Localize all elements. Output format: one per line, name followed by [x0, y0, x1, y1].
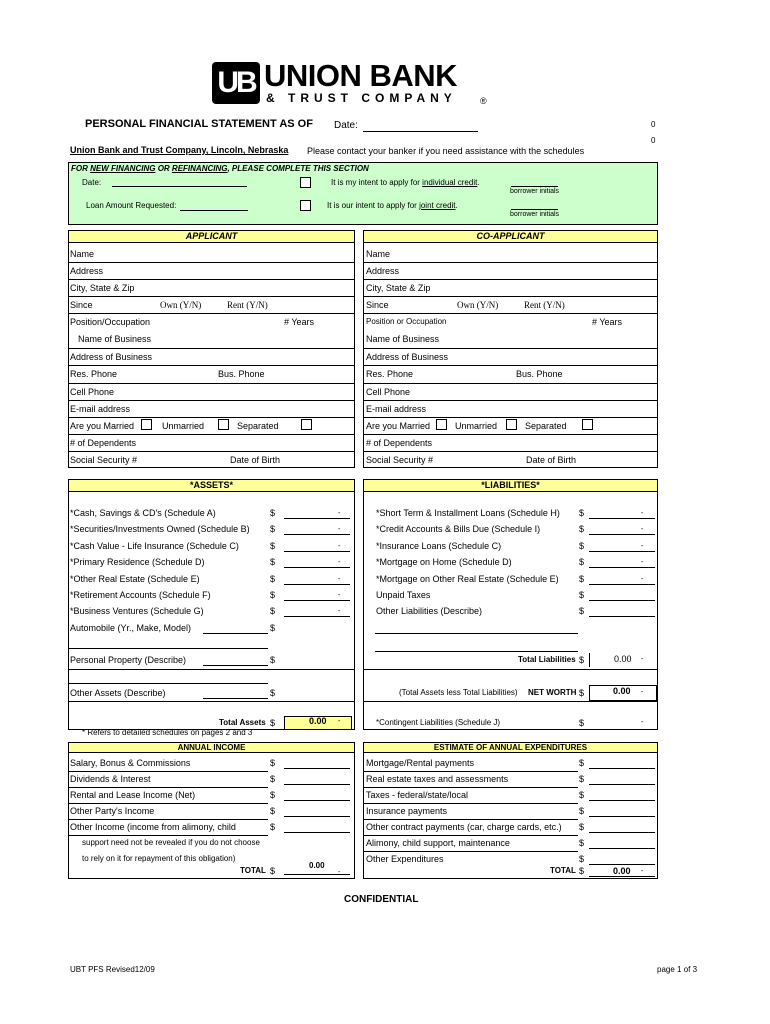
coapplicant-header: CO-APPLICANT — [363, 230, 658, 243]
logo — [212, 60, 492, 110]
applicant-unmarried-checkbox[interactable] — [218, 419, 229, 430]
expense-row-currency: $ — [579, 822, 585, 832]
initials-field-1[interactable] — [511, 186, 558, 187]
applicant-own: Own (Y/N) — [160, 300, 202, 310]
income-row-field[interactable] — [284, 800, 350, 801]
joint-credit-checkbox[interactable] — [300, 200, 311, 211]
other-assets-label[interactable]: Other Assets (Describe) — [70, 688, 166, 698]
contingent-dash: - — [641, 719, 644, 726]
footer-page: page 1 of 3 — [657, 965, 698, 974]
asset-row-label[interactable]: *Cash, Savings & CD's (Schedule A) — [70, 508, 216, 518]
applicant-separated-checkbox[interactable] — [301, 419, 312, 430]
assets-header: *ASSETS* — [68, 479, 355, 492]
liability-row-label[interactable]: Unpaid Taxes — [376, 590, 431, 600]
liability-row-value: - — [641, 526, 644, 533]
liability-row-field[interactable] — [589, 600, 655, 601]
coapplicant-dob[interactable]: Date of Birth — [526, 455, 577, 465]
other-assets-field[interactable] — [203, 698, 268, 699]
contingent-label: *Contingent Liabilities (Schedule J) — [376, 718, 501, 727]
asset-row-value: - — [338, 608, 341, 615]
expense-row-label[interactable]: Real estate taxes and assessments — [366, 774, 509, 784]
applicant-married: Are you Married — [70, 421, 135, 431]
applicant-married-checkbox[interactable] — [141, 419, 152, 430]
individual-credit-checkbox[interactable] — [300, 177, 311, 188]
liability-row-value: - — [641, 510, 644, 517]
individual-period: . — [477, 178, 480, 187]
expense-row-label[interactable]: Insurance payments — [366, 806, 448, 816]
coapplicant-separated: Separated — [525, 421, 567, 431]
loan-amount-field[interactable] — [180, 210, 248, 211]
liability-row-field[interactable] — [589, 567, 655, 568]
coapplicant-own: Own (Y/N) — [457, 300, 499, 310]
liability-row-field[interactable] — [589, 551, 655, 552]
liability-row-currency: $ — [579, 541, 585, 551]
expense-row-field[interactable] — [589, 832, 655, 833]
expenditures-total-currency: $ — [579, 866, 585, 876]
expense-row-field[interactable] — [589, 800, 655, 801]
coapplicant-dependents[interactable]: # of Dependents — [366, 438, 433, 448]
coapplicant-res-phone[interactable]: Res. Phone — [366, 369, 414, 379]
individual-link: individual credit — [422, 178, 478, 187]
income-total-currency: $ — [270, 866, 276, 876]
liability-row-value: - — [641, 576, 644, 583]
initials-label-2: borrower initials — [510, 211, 560, 218]
financing-date-field[interactable] — [112, 186, 247, 187]
page-title: PERSONAL FINANCIAL STATEMENT AS OF — [85, 118, 313, 130]
expenditures-total-value: 0.00 — [613, 866, 631, 876]
applicant-rent: Rent (Y/N) — [227, 300, 268, 310]
applicant-cell[interactable]: Cell Phone — [70, 387, 115, 397]
expense-row-label[interactable]: Mortgage/Rental payments — [366, 758, 475, 768]
financing-heading — [71, 164, 369, 173]
statement-date-field[interactable] — [363, 131, 478, 132]
liability-row-label[interactable]: *Short Term & Installment Loans (Schedule H) — [376, 508, 560, 518]
financing-new: NEW FINANCING — [90, 164, 156, 173]
income-row-currency: $ — [270, 790, 276, 800]
liability-row-currency: $ — [579, 574, 585, 584]
asset-row-currency: $ — [270, 574, 276, 584]
total-liabilities-dash: - — [641, 656, 644, 663]
networth-currency: $ — [579, 688, 585, 698]
income-row-field[interactable] — [284, 832, 350, 833]
coapplicant-business-name[interactable]: Name of Business — [366, 334, 440, 344]
asset-row-value: - — [338, 559, 341, 566]
coapplicant-bus-phone[interactable]: Bus. Phone — [516, 369, 563, 379]
applicant-separated: Separated — [237, 421, 279, 431]
total-liabilities-currency: $ — [579, 655, 585, 665]
expense-row-currency: $ — [579, 838, 585, 848]
applicant-name[interactable]: Name — [70, 249, 95, 259]
asset-row-currency: $ — [270, 524, 276, 534]
expenditures-total-label: TOTAL — [550, 866, 576, 875]
expense-row-label[interactable]: Alimony, child support, maintenance — [366, 838, 510, 848]
coapplicant-email[interactable]: E-mail address — [366, 404, 427, 414]
financing-prefix: FOR — [71, 164, 88, 173]
other-assets-currency: $ — [270, 688, 276, 698]
applicant-years: # Years — [284, 317, 315, 327]
logo-line2: & TRUST COMPANY — [266, 91, 457, 105]
expense-row-label[interactable]: Other Expenditures — [366, 854, 444, 864]
expense-row-currency: $ — [579, 806, 585, 816]
financing-or: OR — [157, 164, 170, 173]
logo-line1: UNION BANK — [264, 58, 458, 93]
total-assets-label: Total Assets — [219, 718, 266, 727]
footer-revision: UBT PFS Revised12/09 — [70, 965, 155, 974]
coapplicant-ssn[interactable]: Social Security # — [366, 455, 434, 465]
total-assets-dash: - — [338, 718, 341, 725]
bank-location: Union Bank and Trust Company, Lincoln, Nebraska — [70, 145, 289, 155]
coapplicant-address[interactable]: Address — [366, 266, 400, 276]
coapplicant-married-checkbox[interactable] — [436, 419, 447, 430]
expenditures-total-dash: - — [641, 868, 644, 875]
asset-row-label[interactable]: *Cash Value - Life Insurance (Schedule C) — [70, 541, 239, 551]
coapplicant-since[interactable]: Since — [366, 300, 389, 310]
automobile-currency: $ — [270, 623, 276, 633]
applicant-city[interactable]: City, State & Zip — [70, 283, 135, 293]
automobile-field[interactable] — [203, 633, 268, 634]
networth-value: 0.00 — [613, 686, 631, 696]
income-header: ANNUAL INCOME — [68, 742, 355, 753]
liabilities-header: *LIABILITIES* — [363, 479, 658, 492]
networth-label: NET WORTH — [528, 688, 577, 697]
liability-row-label[interactable]: *Credit Accounts & Bills Due (Schedule I) — [376, 524, 541, 534]
coapplicant-city[interactable]: City, State & Zip — [366, 283, 431, 293]
income-row-currency: $ — [270, 822, 276, 832]
asset-row-value: - — [338, 526, 341, 533]
contact-note: Please contact your banker if you need assistance with the schedules — [307, 146, 585, 156]
asset-row-currency: $ — [270, 557, 276, 567]
liability-row-label[interactable]: *Insurance Loans (Schedule C) — [376, 541, 502, 551]
asset-row-label[interactable]: *Primary Residence (Schedule D) — [70, 557, 205, 567]
joint-link: joint credit — [419, 201, 456, 210]
income-total-value: 0.00 — [309, 861, 325, 870]
liability-row-currency: $ — [579, 557, 585, 567]
confidential-label: CONFIDENTIAL — [344, 894, 419, 905]
income-row-field[interactable] — [284, 816, 350, 817]
corner-value-1: 0 — [651, 120, 656, 129]
expense-row-label[interactable]: Other contract payments (car, charge cards, etc.) — [366, 822, 562, 832]
coapplicant-separated-checkbox[interactable] — [582, 419, 593, 430]
income-row-field[interactable] — [284, 784, 350, 785]
total-assets-currency: $ — [270, 718, 276, 728]
registered-mark: ® — [480, 96, 487, 106]
income-row-label[interactable]: Other Party's Income — [70, 806, 155, 816]
coapplicant-business-address[interactable]: Address of Business — [366, 352, 449, 362]
asset-row-label[interactable]: *Securities/Investments Owned (Schedule B) — [70, 524, 250, 534]
asset-row-value: - — [338, 576, 341, 583]
statement-date-label: Date: — [334, 120, 358, 131]
applicant-position[interactable]: Position/Occupation — [70, 317, 151, 327]
expense-row-field[interactable] — [589, 848, 655, 849]
coapplicant-position[interactable]: Position or Occupation — [366, 317, 447, 326]
applicant-business-address[interactable]: Address of Business — [70, 352, 153, 362]
total-assets-value: 0.00 — [309, 716, 327, 726]
income-row-field[interactable] — [284, 768, 350, 769]
expense-row-currency: $ — [579, 790, 585, 800]
financing-suffix: , PLEASE COMPLETE THIS SECTION — [227, 164, 369, 173]
liability-row-currency: $ — [579, 508, 585, 518]
coapplicant-years: # Years — [592, 317, 623, 327]
joint-text: It is our intent to apply for — [327, 201, 417, 210]
loan-amount-label: Loan Amount Requested: — [86, 201, 177, 210]
asset-row-value: - — [338, 510, 341, 517]
logo-mark: UB — [212, 62, 260, 104]
income-note-1: support need not be revealed if you do not choose — [82, 838, 260, 847]
financing-refinancing: REFINANCING — [171, 164, 228, 173]
personal-property-label[interactable]: Personal Property (Describe) — [70, 655, 187, 665]
income-row-label[interactable]: Rental and Lease Income (Net) — [70, 790, 196, 800]
liability-row-currency: $ — [579, 524, 585, 534]
coapplicant-unmarried-checkbox[interactable] — [506, 419, 517, 430]
liability-row-currency: $ — [579, 590, 585, 600]
coapplicant-cell[interactable]: Cell Phone — [366, 387, 411, 397]
coapplicant-rent: Rent (Y/N) — [524, 300, 565, 310]
initials-field-2[interactable] — [511, 209, 558, 210]
coapplicant-married: Are you Married — [366, 421, 431, 431]
liability-row-value: - — [641, 543, 644, 550]
income-row-label[interactable]: Salary, Bonus & Commissions — [70, 758, 191, 768]
assets-footnote: * Refers to detailed schedules on pages 2 and 3 — [82, 728, 253, 737]
networth-dash: - — [641, 689, 644, 696]
total-liabilities-label: Total Liabilities — [518, 655, 576, 664]
income-total-label: TOTAL — [240, 866, 266, 875]
income-row-currency: $ — [270, 758, 276, 768]
personal-property-currency: $ — [270, 655, 276, 665]
coapplicant-unmarried: Unmarried — [455, 421, 498, 431]
initials-label-1: borrower initials — [510, 188, 560, 195]
networth-note: (Total Assets less Total Liabilities) — [399, 688, 518, 697]
applicant-header: APPLICANT — [68, 230, 355, 243]
individual-credit-text — [331, 178, 480, 187]
asset-row-label[interactable]: *Retirement Accounts (Schedule F) — [70, 590, 211, 600]
applicant-bus-phone[interactable]: Bus. Phone — [218, 369, 265, 379]
expenditures-header: ESTIMATE OF ANNUAL EXPENDITURES — [363, 742, 658, 753]
applicant-res-phone[interactable]: Res. Phone — [70, 369, 118, 379]
corner-value-2: 0 — [651, 136, 656, 145]
applicant-business-name[interactable]: Name of Business — [78, 334, 152, 344]
income-row-currency: $ — [270, 774, 276, 784]
personal-property-field[interactable] — [203, 665, 268, 666]
liability-row-label[interactable]: Other Liabilities (Describe) — [376, 606, 483, 616]
expense-row-field[interactable] — [589, 784, 655, 785]
asset-row-currency: $ — [270, 606, 276, 616]
expense-row-field[interactable] — [589, 768, 655, 769]
joint-credit-text — [327, 201, 458, 210]
applicant-dependents[interactable]: # of Dependents — [70, 438, 137, 448]
liability-row-label[interactable]: *Mortgage on Home (Schedule D) — [376, 557, 512, 567]
individual-text: It is my intent to apply for — [331, 178, 420, 187]
liability-row-field[interactable] — [589, 518, 655, 519]
coapplicant-name[interactable]: Name — [366, 249, 391, 259]
liability-row-label[interactable]: *Mortgage on Other Real Estate (Schedule E) — [376, 574, 559, 584]
expense-row-currency: $ — [579, 854, 585, 864]
income-row-currency: $ — [270, 806, 276, 816]
asset-row-value: - — [338, 543, 341, 550]
liability-row-value: - — [641, 559, 644, 566]
applicant-unmarried: Unmarried — [162, 421, 205, 431]
applicant-since[interactable]: Since — [70, 300, 93, 310]
income-row-label[interactable]: Other Income (income from alimony, child — [70, 822, 236, 832]
liability-row-field[interactable] — [589, 584, 655, 585]
applicant-ssn[interactable]: Social Security # — [70, 455, 138, 465]
expense-row-label[interactable]: Taxes - federal/state/local — [366, 790, 469, 800]
expense-row-currency: $ — [579, 758, 585, 768]
contingent-currency: $ — [579, 718, 585, 728]
liability-row-currency: $ — [579, 606, 585, 616]
asset-row-currency: $ — [270, 541, 276, 551]
income-row-label[interactable]: Dividends & Interest — [70, 774, 151, 784]
asset-row-value: - — [338, 592, 341, 599]
asset-row-label[interactable]: *Other Real Estate (Schedule E) — [70, 574, 200, 584]
expense-row-field[interactable] — [589, 816, 655, 817]
expense-row-currency: $ — [579, 774, 585, 784]
financing-date-label: Date: — [82, 178, 102, 187]
automobile-label[interactable]: Automobile (Yr., Make, Model) — [70, 623, 192, 633]
asset-row-currency: $ — [270, 508, 276, 518]
liability-row-field[interactable] — [589, 616, 655, 617]
asset-row-label[interactable]: *Business Ventures (Schedule G) — [70, 606, 204, 616]
applicant-email[interactable]: E-mail address — [70, 404, 131, 414]
joint-period: . — [455, 201, 458, 210]
applicant-dob[interactable]: Date of Birth — [230, 455, 281, 465]
income-total-dash: - — [338, 869, 341, 876]
applicant-address[interactable]: Address — [70, 266, 104, 276]
total-liabilities-value: 0.00 — [614, 654, 632, 664]
asset-row-currency: $ — [270, 590, 276, 600]
liability-row-field[interactable] — [589, 534, 655, 535]
income-note-2: to rely on it for repayment of this obligation) — [82, 854, 236, 863]
